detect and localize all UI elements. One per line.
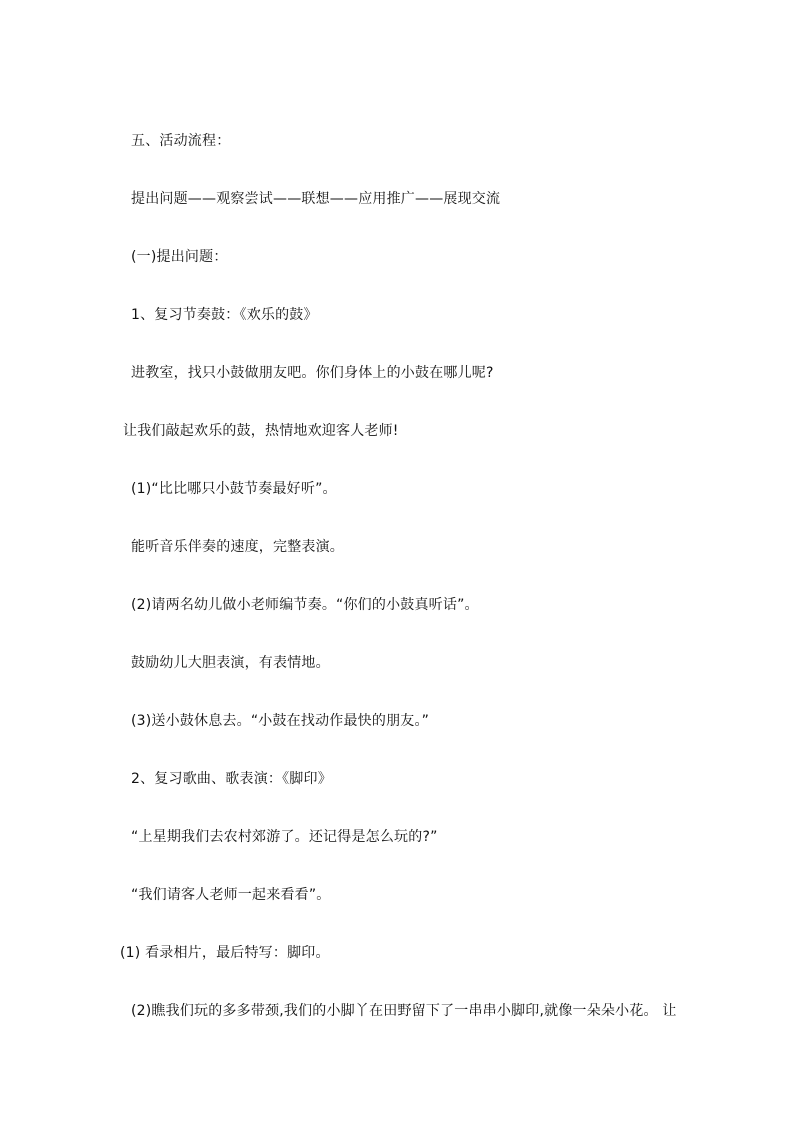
subsection-heading: (一)提出问题： <box>131 249 228 265</box>
paragraph: 进教室，找只小鼓做朋友吧。你们身体上的小鼓在哪儿呢? <box>131 365 494 381</box>
paragraph: “我们请客人老师一起来看看”。 <box>131 887 331 903</box>
paragraph: “上星期我们去农村郊游了。还记得是怎么玩的?” <box>131 829 438 845</box>
paragraph: 鼓励幼儿大胆表演，有表情地。 <box>131 655 330 671</box>
paragraph: (2)瞧我们玩的多多带颈,我们的小脚丫在田野留下了一串串小脚印,就像一朵朵小花。 让 <box>131 1003 677 1019</box>
paragraph: (1)“比比哪只小鼓节奏最好听”。 <box>131 481 337 497</box>
paragraph: 能听音乐伴奏的速度，完整表演。 <box>131 539 344 555</box>
paragraph: (3)送小鼓休息去。“小鼓在找动作最快的朋友。” <box>131 713 430 729</box>
flow-summary: 提出问题——观察尝试——联想——应用推广——展现交流 <box>131 191 501 207</box>
item-heading: 1、复习节奏鼓：《欢乐的鼓》 <box>131 307 318 323</box>
item-heading: 2、复习歌曲、歌表演：《脚印》 <box>131 771 332 787</box>
section-heading: 五、活动流程： <box>131 133 231 149</box>
paragraph: (1) 看录相片，最后特写：脚印。 <box>120 945 330 961</box>
paragraph: 让我们敲起欢乐的鼓，热情地欢迎客人老师! <box>123 423 399 439</box>
paragraph: (2)请两名幼儿做小老师编节奏。“你们的小鼓真听话”。 <box>131 597 479 613</box>
